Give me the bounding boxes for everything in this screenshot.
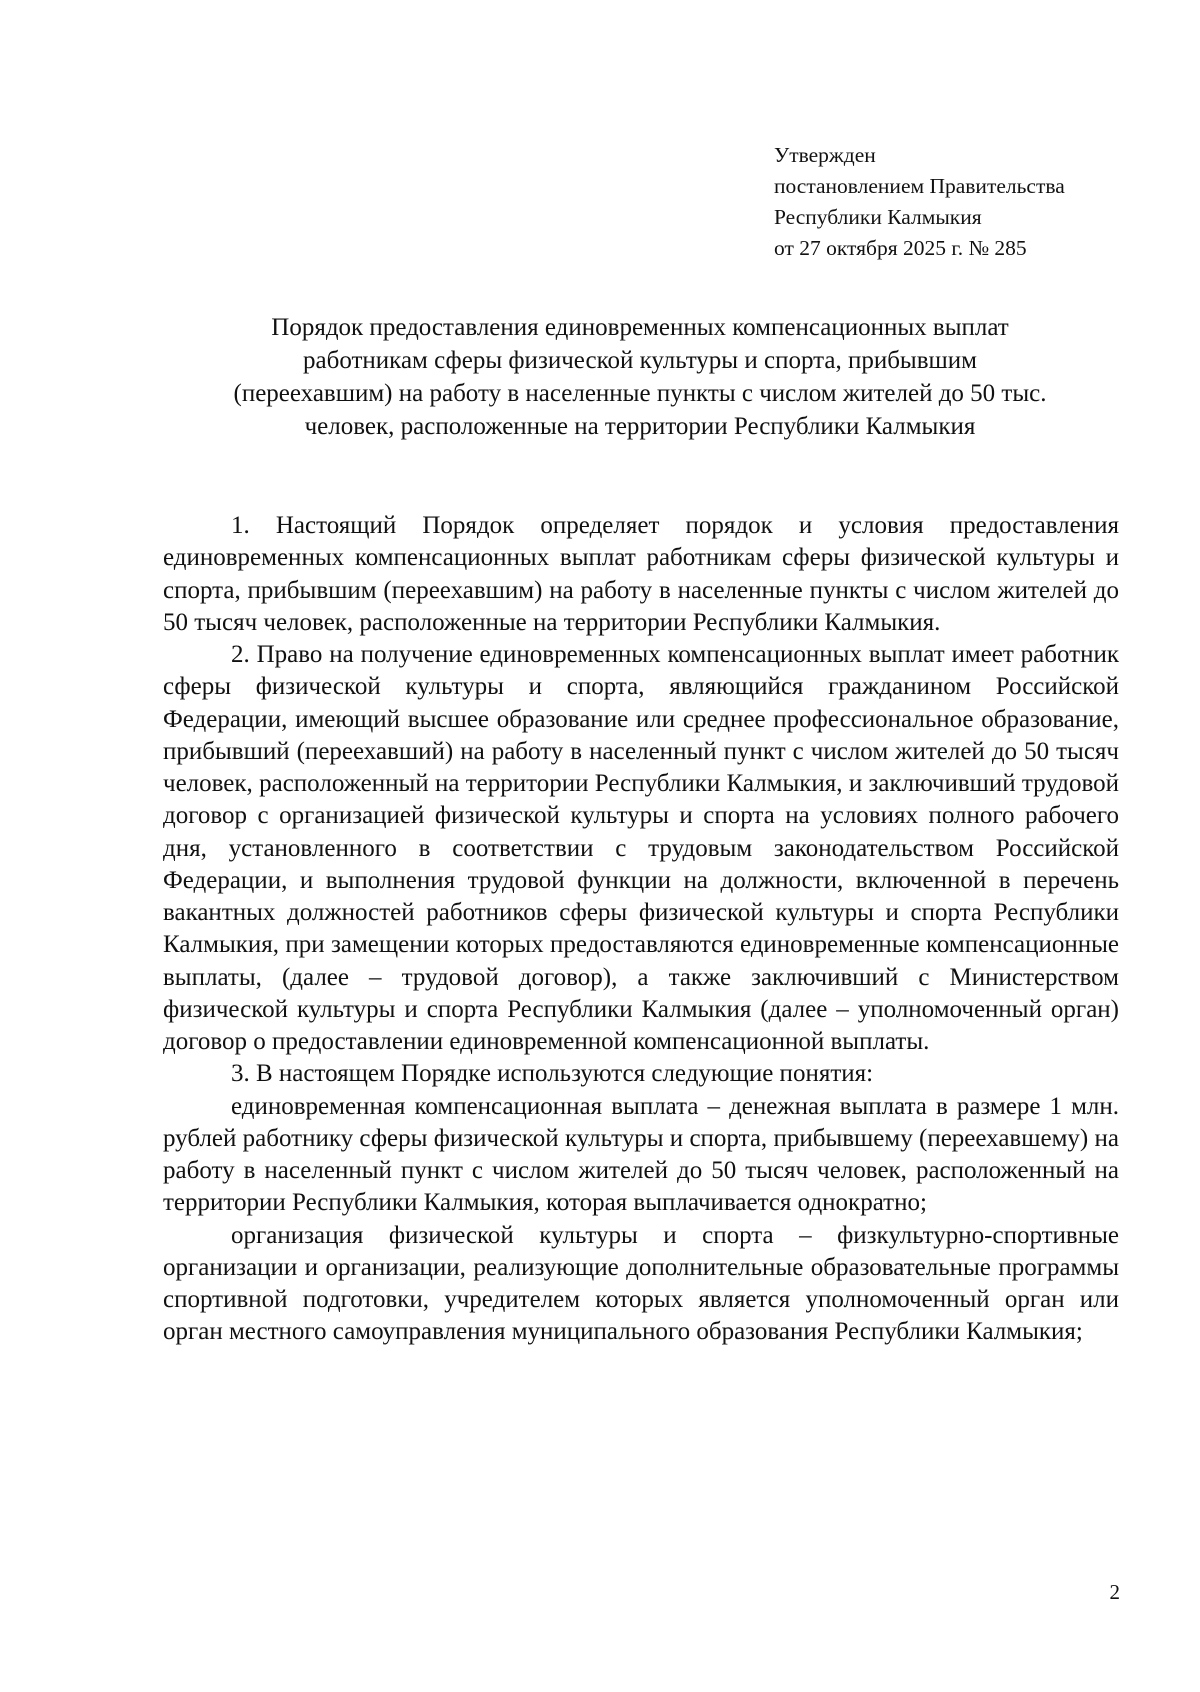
approval-line-4: от 27 октября 2025 г. № 285 <box>774 236 1027 260</box>
page-number: 2 <box>1109 1580 1120 1604</box>
title-line-2: работникам сферы физической культуры и спорта, прибывшим <box>303 347 977 374</box>
paragraph-1: 1. Настоящий Порядок определяет порядок и условия предоставления единовременных компенсационных выплат работникам сферы физической культуры и спорта, прибывшим (переехавшим) на работу в населенные пункты с числом жителей до 50 тысяч человек, расположенные на территории Республики Калмыкия. <box>163 512 1119 636</box>
approval-stamp <box>774 140 1065 264</box>
paragraph-3: 3. В настоящем Порядке используются следующие понятия: <box>231 1060 874 1088</box>
paragraph-4: единовременная компенсационная выплата – денежная выплата в размере 1 млн. рублей работнику сферы физической культуры и спорта, прибывшему (переехавшему) на работу в населенный пункт с числом жителей до 50 тысяч человек, расположенный на территории Республики Калмыкия, которая выплачивается однократно; <box>163 1092 1119 1217</box>
paragraph-2: 2. Право на получение единовременных компенсационных выплат имеет работник сферы физической культуры и спорта, являющийся гражданином Российской Федерации, имеющий высшее образование или среднее профессиональное образование, прибывший (переехавший) на работу в населенный пункт с числом жителей до 50 тысяч человек, расположенный на территории Республики Калмыкия, и заключивший трудовой договор с организацией физической культуры и спорта на условиях полного рабочего дня, установленного в соответствии с трудовым законодательством Российской Федерации, и выполнения трудовой функции на должности, включенной в перечень вакантных должностей работников сферы физической культуры и спорта Республики Калмыкия, при замещении которых предоставляются единовременные компенсационные выплаты, (далее – трудовой договор), а также заключивший с Министерством физической культуры и спорта Республики Калмыкия (далее – уполномоченный орган) договор о предоставлении единовременной компенсационной выплаты. <box>163 641 1119 1055</box>
title-line-1: Порядок предоставления единовременных компенсационных выплат <box>271 314 1009 341</box>
approval-line-2: постановлением Правительства <box>774 174 1065 198</box>
title-line-4: человек, расположенные на территории Республики Калмыкия <box>304 413 976 440</box>
paragraph-5: организация физической культуры и спорта – физкультурно-спортивные организации и организации, реализующие дополнительные образовательные программы спортивной подготовки, учредителем которых является уполномоченный орган или орган местного самоуправления муниципального образования Республики Калмыкия; <box>163 1221 1119 1346</box>
document-title <box>160 311 1120 443</box>
document-body <box>163 510 1119 1349</box>
approval-line-1: Утвержден <box>774 143 876 167</box>
title-line-3: (переехавшим) на работу в населенные пункты с числом жителей до 50 тыс. <box>233 380 1047 407</box>
approval-line-3: Республики Калмыкия <box>774 205 982 229</box>
